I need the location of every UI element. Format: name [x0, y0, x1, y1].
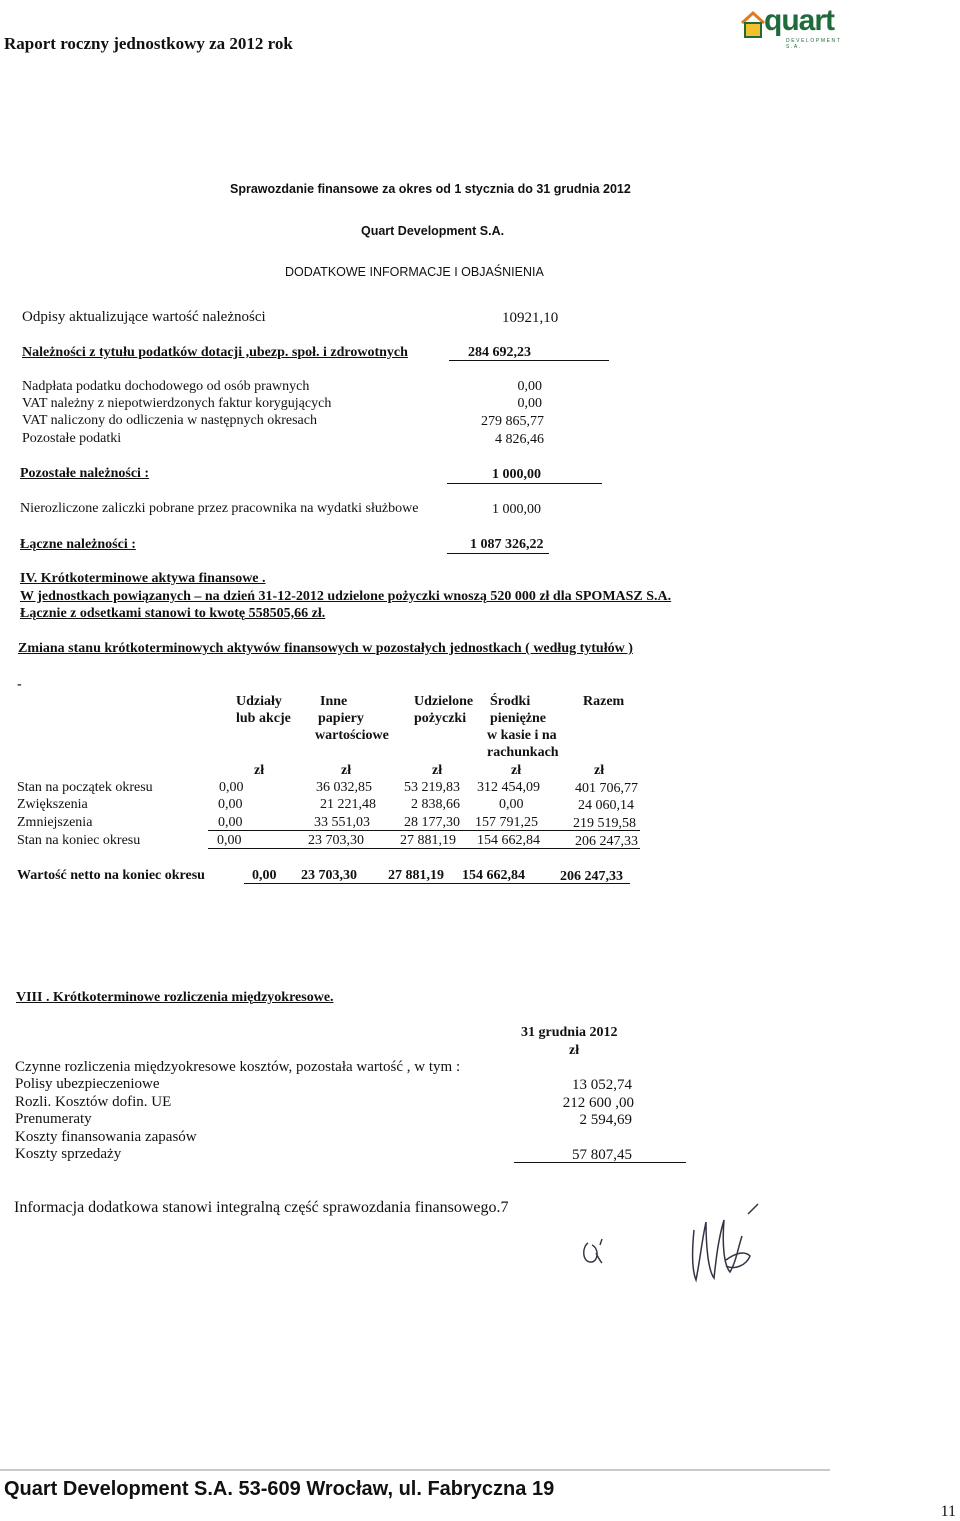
logo-subtext: DEVELOPMENT S.A.	[786, 38, 842, 50]
scanned-document	[0, 150, 850, 1310]
receivable-label: VAT należny z niepotwierdzonych faktur korygujących	[22, 396, 332, 411]
row-label: Stan na początek okresu	[17, 780, 153, 795]
receivable-label: Nierozliczone zaliczki pobrane przez pracownika na wydatki służbowe	[20, 501, 419, 516]
receivable-label: Pozostałe podatki	[22, 431, 122, 446]
footer-address: Quart Development S.A. 53-609 Wrocław, ul. Fabryczna 19	[4, 1478, 555, 1500]
doc-company: Quart Development S.A.	[361, 224, 505, 238]
receivable-label: Łączne należności :	[20, 537, 136, 552]
net-cell: 0,00	[252, 868, 277, 883]
receivable-label: Pozostałe należności :	[20, 466, 150, 481]
table-cell: 401 706,77	[575, 781, 638, 796]
row-label: Zmniejszenia	[17, 815, 93, 830]
unit-label: zł	[254, 763, 265, 778]
accrual-value: 212 600 ,00	[562, 1095, 634, 1111]
receivable-value: 4 826,46	[495, 432, 544, 447]
unit-label: zł	[432, 763, 443, 778]
accrual-value: 2 594,69	[579, 1112, 632, 1128]
house-icon	[740, 10, 766, 40]
table-cell: 33 551,03	[314, 815, 370, 830]
table-cell: 0,00	[218, 815, 243, 830]
unit-label: zł	[594, 763, 605, 778]
accrual-label: Rozli. Kosztów dofin. UE	[15, 1094, 172, 1110]
doc-title: Sprawozdanie finansowe za okres od 1 stycznia do 31 grudnia 2012	[230, 182, 631, 196]
receivable-value: 0,00	[517, 379, 542, 394]
underline	[449, 360, 609, 361]
receivable-value: 1 087 326,22	[470, 537, 544, 552]
table-cell: 36 032,85	[316, 780, 372, 795]
unit-label: zł	[569, 1043, 580, 1058]
section-text: W jednostkach powiązanych – na dzień 31-12-2012 udzielone pożyczki wnoszą 520 000 zł dla SPOMASZ S.A.	[20, 589, 672, 604]
accrual-intro: Czynne rozliczenia międzyokresowe kosztów, pozostała wartość , w tym :	[15, 1059, 461, 1075]
net-cell: 206 247,33	[560, 869, 623, 884]
row-divider	[208, 848, 640, 849]
accrual-label: Prenumeraty	[15, 1111, 92, 1127]
logo-text: quart	[764, 4, 834, 37]
table-cell: 0,00	[218, 797, 243, 812]
receivable-label: Odpisy aktualizujące wartość należności	[22, 309, 266, 325]
closing-note: Informacja dodatkowa stanowi integralną część sprawozdania finansowego.7	[14, 1199, 509, 1216]
dash: -	[17, 677, 22, 692]
section-heading: IV. Krótkoterminowe aktywa finansowe .	[20, 571, 266, 586]
underline	[447, 483, 602, 484]
accrual-value: 13 052,74	[572, 1077, 632, 1093]
section-text: Łącznie z odsetkami stanowi to kwotę 558505,66 zł.	[20, 606, 326, 621]
table-heading: Zmiana stanu krótkoterminowych aktywów finansowych w pozostałych jednostkach ( według tytułów )	[18, 641, 633, 656]
column-header: Środki pieniężne w kasie i na rachunkach	[487, 694, 559, 760]
footer-divider	[0, 1469, 830, 1471]
receivable-value: 279 865,77	[481, 414, 544, 429]
date-header: 31 grudnia 2012	[521, 1025, 618, 1040]
table-cell: 154 662,84	[477, 833, 540, 848]
column-header: Udziały lub akcje	[236, 694, 291, 726]
table-cell: 206 247,33	[575, 834, 638, 849]
table-cell: 24 060,14	[578, 798, 634, 813]
table-cell: 312 454,09	[477, 780, 540, 795]
table-cell: 53 219,83	[404, 780, 460, 795]
column-header: Udzielone pożyczki	[414, 694, 474, 726]
receivable-label: VAT naliczony do odliczenia w następnych okresach	[22, 413, 317, 428]
receivable-value: 1 000,00	[492, 467, 541, 482]
table-cell: 2 838,66	[411, 797, 460, 812]
net-cell: 154 662,84	[462, 868, 525, 883]
doc-subtitle: DODATKOWE INFORMACJE I OBJAŚNIENIA	[285, 265, 544, 279]
receivable-label: Należności z tytułu podatków dotacji ,ubezp. społ. i zdrowotnych	[22, 345, 408, 360]
row-divider	[244, 883, 630, 884]
table-cell: 28 177,30	[404, 815, 460, 830]
accrual-value: 57 807,45	[572, 1147, 632, 1163]
receivable-value: 10921,10	[502, 310, 559, 326]
receivable-value: 0,00	[517, 396, 542, 411]
unit-label: zł	[511, 763, 522, 778]
table-cell: 23 703,30	[308, 833, 364, 848]
receivable-value: 1 000,00	[492, 502, 541, 517]
unit-label: zł	[341, 763, 352, 778]
receivable-value: 284 692,23	[468, 345, 531, 360]
initials-signature	[578, 1235, 608, 1271]
receivable-label: Nadpłata podatku dochodowego od osób prawnych	[22, 379, 310, 394]
section-heading: VIII . Krótkoterminowe rozliczenia międzyokresowe.	[16, 990, 334, 1005]
page-number: 11	[940, 1503, 956, 1520]
handwritten-signature	[686, 1200, 766, 1290]
net-cell: 23 703,30	[301, 868, 357, 883]
column-header: Razem	[583, 694, 625, 709]
row-label: Stan na koniec okresu	[17, 833, 141, 848]
table-cell: 0,00	[499, 797, 524, 812]
accrual-label: Polisy ubezpieczeniowe	[15, 1076, 160, 1092]
table-cell: 219 519,58	[573, 816, 636, 831]
underline	[447, 553, 549, 554]
row-divider	[208, 830, 640, 831]
accrual-label: Koszty sprzedaży	[15, 1146, 122, 1162]
table-cell: 157 791,25	[475, 815, 538, 830]
table-cell: 27 881,19	[400, 833, 456, 848]
table-cell: 0,00	[219, 780, 244, 795]
underline	[514, 1162, 686, 1163]
net-cell: 27 881,19	[388, 868, 444, 883]
company-logo	[740, 4, 854, 50]
table-cell: 0,00	[217, 833, 242, 848]
column-header: Inne papiery wartościowe	[315, 694, 389, 743]
row-label: Zwiększenia	[17, 797, 88, 812]
report-title: Raport roczny jednostkowy za 2012 rok	[4, 34, 293, 53]
table-cell: 21 221,48	[320, 797, 376, 812]
net-label: Wartość netto na koniec okresu	[17, 868, 205, 883]
accrual-label: Koszty finansowania zapasów	[15, 1129, 197, 1145]
